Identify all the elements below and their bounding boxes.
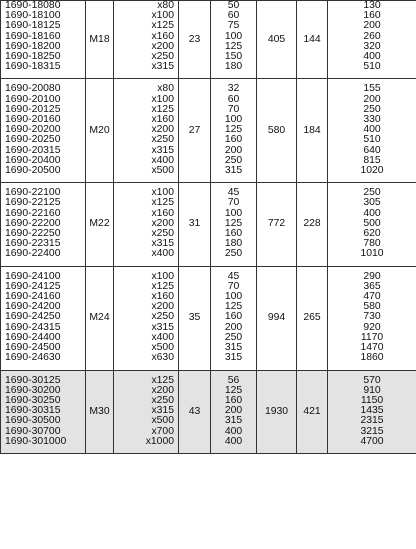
article-code-cell-value: 1690-20100 <box>5 93 61 105</box>
dimension-l-cell-value: 125 <box>224 124 243 136</box>
length-cell-value: x250 <box>151 311 174 323</box>
weight-cell-value: 500 <box>363 217 381 229</box>
dimension-l-cell-value: 60 <box>227 10 240 22</box>
article-code-cell <box>1 79 86 183</box>
length-cell-value: x80 <box>157 0 174 11</box>
article-code-cell-value: 1690-18100 <box>5 10 61 22</box>
length-cell-value: x100 <box>151 187 174 199</box>
dimension-l-cell-value: 125 <box>224 301 243 313</box>
length-cell-value: x100 <box>151 93 174 105</box>
table-row <box>1 1 416 79</box>
dimension-l-cell-value: 315 <box>224 415 243 427</box>
dimension-l-cell-value: 70 <box>227 197 240 209</box>
table-row <box>1 370 416 453</box>
length-cell-value: x125 <box>151 197 174 209</box>
length-cell-value: x200 <box>151 124 174 136</box>
dimension-l-cell <box>211 370 257 453</box>
weight-cell <box>328 183 416 266</box>
article-code-cell <box>1 266 86 370</box>
article-code-cell-value: 1690-20125 <box>5 103 61 115</box>
weight-cell-value: 260 <box>363 30 381 42</box>
dimension-l-cell-value: 200 <box>224 144 243 156</box>
length-cell-value: x315 <box>151 321 174 333</box>
article-code-cell-value: 1690-301000 <box>5 435 67 447</box>
length-cell-value: x500 <box>151 342 174 354</box>
length-cell-value: x200 <box>151 384 174 396</box>
dimension-l-cell-value: 100 <box>224 30 243 42</box>
weight-cell-value: 4700 <box>360 435 384 447</box>
dimension-d-cell: 994 <box>257 266 297 370</box>
weight-cell-value: 620 <box>363 228 381 240</box>
dimension-c-cell: 31 <box>179 183 211 266</box>
dimension-l-cell-value: 400 <box>224 435 243 447</box>
length-cell-value: x250 <box>151 51 174 63</box>
length-cell <box>114 370 179 453</box>
article-code-cell-value: 1690-24500 <box>5 342 61 354</box>
dimension-l-cell-value: 160 <box>224 228 243 240</box>
length-cell-value: x200 <box>151 217 174 229</box>
weight-cell-value: 365 <box>363 280 381 292</box>
weight-cell-value: 640 <box>363 144 381 156</box>
article-code-cell-value: 1690-20500 <box>5 165 61 177</box>
dimension-l-cell-value: 56 <box>227 374 240 386</box>
weight-cell-value: 2315 <box>360 415 384 427</box>
dimension-l-cell-value: 180 <box>224 238 243 250</box>
length-cell-value: x315 <box>151 144 174 156</box>
article-code-cell <box>1 1 86 79</box>
weight-cell-value: 1150 <box>360 394 384 406</box>
length-cell-value: x125 <box>151 374 174 386</box>
dimension-l-cell-value: 150 <box>224 51 243 63</box>
length-cell-value: x400 <box>151 154 174 166</box>
length-cell <box>114 79 179 183</box>
article-code-cell-value: 1690-18160 <box>5 30 61 42</box>
dimension-l-cell-value: 45 <box>227 270 240 282</box>
length-cell-value: x100 <box>151 10 174 22</box>
length-cell-value: x700 <box>151 425 174 437</box>
dimension-c-cell: 23 <box>179 1 211 79</box>
article-code-cell-value: 1690-22125 <box>5 197 61 209</box>
weight-cell-value: 290 <box>363 270 381 282</box>
weight-cell-value: 320 <box>363 40 381 52</box>
length-cell <box>114 266 179 370</box>
weight-cell-value: 200 <box>363 20 381 32</box>
article-code-cell-value: 1690-24100 <box>5 270 61 282</box>
thread-size-cell: M22 <box>86 183 114 266</box>
weight-cell-value: 910 <box>363 384 381 396</box>
length-cell-value: x200 <box>151 40 174 52</box>
article-code-cell-value: 1690-30250 <box>5 394 61 406</box>
length-cell-value: x125 <box>151 103 174 115</box>
dimension-l-cell-value: 100 <box>224 114 243 126</box>
length-cell-value: x200 <box>151 301 174 313</box>
dimension-e-cell: 421 <box>297 370 328 453</box>
dimension-l-cell-value: 100 <box>224 291 243 303</box>
article-code-cell-value: 1690-18080 <box>5 0 61 11</box>
dimension-l-cell-value: 315 <box>224 342 243 354</box>
weight-cell-value: 1170 <box>360 331 384 343</box>
article-code-cell-value: 1690-22315 <box>5 238 61 250</box>
length-cell-value: x125 <box>151 280 174 292</box>
weight-cell-value: 1010 <box>360 248 384 260</box>
weight-cell-value: 400 <box>363 207 381 219</box>
article-code-cell-value: 1690-22400 <box>5 248 61 260</box>
dimension-l-cell-value: 160 <box>224 134 243 146</box>
weight-cell <box>328 1 416 79</box>
table-row <box>1 79 416 183</box>
article-code-cell-value: 1690-20315 <box>5 144 61 156</box>
dimension-l-cell-value: 200 <box>224 405 243 417</box>
size-group-4 <box>1 370 416 453</box>
article-code-cell-value: 1690-20160 <box>5 114 61 126</box>
thread-size-cell: M24 <box>86 266 114 370</box>
length-cell-value: x315 <box>151 238 174 250</box>
article-code-cell-value: 1690-30200 <box>5 384 61 396</box>
article-code-cell <box>1 370 86 453</box>
dimension-l-cell-value: 32 <box>227 83 240 95</box>
weight-cell-value: 305 <box>363 197 381 209</box>
dimension-l-cell-value: 180 <box>224 61 243 73</box>
dimension-l-cell <box>211 1 257 79</box>
dimension-d-cell: 580 <box>257 79 297 183</box>
dimension-e-cell: 144 <box>297 1 328 79</box>
dimension-l-cell-value: 50 <box>227 0 240 11</box>
length-cell-value: x250 <box>151 134 174 146</box>
dimension-d-cell: 772 <box>257 183 297 266</box>
article-code-cell-value: 1690-20080 <box>5 83 61 95</box>
weight-cell-value: 1860 <box>360 352 384 364</box>
weight-cell-value: 470 <box>363 291 381 303</box>
dimension-d-cell: 1930 <box>257 370 297 453</box>
article-code-cell-value: 1690-22100 <box>5 187 61 199</box>
weight-cell-value: 815 <box>363 154 381 166</box>
weight-cell-value: 730 <box>363 311 381 323</box>
article-code-cell-value: 1690-20400 <box>5 154 61 166</box>
dimension-e-cell: 265 <box>297 266 328 370</box>
article-code-cell-value: 1690-24315 <box>5 321 61 333</box>
thread-size-cell: M30 <box>86 370 114 453</box>
article-code-cell-value: 1690-24160 <box>5 291 61 303</box>
weight-cell-value: 1020 <box>360 165 384 177</box>
weight-cell-value: 570 <box>363 374 381 386</box>
weight-cell-value: 155 <box>363 83 381 95</box>
weight-cell-value: 1435 <box>360 405 384 417</box>
length-cell-value: x400 <box>151 331 174 343</box>
size-group-0 <box>1 1 416 79</box>
dimension-l-cell <box>211 79 257 183</box>
weight-cell-value: 510 <box>363 61 381 73</box>
article-code-cell-value: 1690-24400 <box>5 331 61 343</box>
dimension-l-cell-value: 315 <box>224 352 243 364</box>
weight-cell-value: 3215 <box>360 425 384 437</box>
length-cell-value: x250 <box>151 394 174 406</box>
weight-cell <box>328 79 416 183</box>
article-code-cell-value: 1690-18250 <box>5 51 61 63</box>
dimension-l-cell-value: 70 <box>227 280 240 292</box>
article-code-cell-value: 1690-22200 <box>5 217 61 229</box>
length-cell-value: x250 <box>151 228 174 240</box>
dimension-l-cell-value: 250 <box>224 154 243 166</box>
article-code-cell-value: 1690-24630 <box>5 352 61 364</box>
dimension-l-cell-value: 70 <box>227 103 240 115</box>
dimension-l-cell-value: 250 <box>224 248 243 260</box>
article-code-cell-value: 1690-18125 <box>5 20 61 32</box>
weight-cell <box>328 370 416 453</box>
weight-cell-value: 400 <box>363 124 381 136</box>
article-code-cell-value: 1690-22160 <box>5 207 61 219</box>
article-code-cell-value: 1690-20250 <box>5 134 61 146</box>
dimension-l-cell-value: 160 <box>224 311 243 323</box>
length-cell <box>114 1 179 79</box>
dimension-l-cell-value: 160 <box>224 394 243 406</box>
length-cell-value: x100 <box>151 270 174 282</box>
weight-cell-value: 330 <box>363 114 381 126</box>
thread-size-cell: M20 <box>86 79 114 183</box>
article-code-cell-value: 1690-30125 <box>5 374 61 386</box>
article-code-cell-value: 1690-30700 <box>5 425 61 437</box>
article-code-cell-value: 1690-24250 <box>5 311 61 323</box>
length-cell-value: x160 <box>151 114 174 126</box>
length-cell-value: x160 <box>151 30 174 42</box>
dimension-l-cell-value: 125 <box>224 384 243 396</box>
dimension-l-cell <box>211 266 257 370</box>
length-cell-value: x500 <box>151 415 174 427</box>
dimension-c-cell: 43 <box>179 370 211 453</box>
length-cell-value: x160 <box>151 291 174 303</box>
dimension-l-cell-value: 125 <box>224 40 243 52</box>
weight-cell-value: 780 <box>363 238 381 250</box>
weight-cell <box>328 266 416 370</box>
thread-size-cell: M18 <box>86 1 114 79</box>
article-code-cell-value: 1690-24200 <box>5 301 61 313</box>
weight-cell-value: 130 <box>363 0 381 11</box>
dimension-l-cell-value: 400 <box>224 425 243 437</box>
length-cell-value: x1000 <box>145 435 174 447</box>
length-cell-value: x80 <box>157 83 174 95</box>
dimension-l-cell-value: 315 <box>224 165 243 177</box>
dimension-l-cell <box>211 183 257 266</box>
length-cell <box>114 183 179 266</box>
length-cell-value: x630 <box>151 352 174 364</box>
length-cell-value: x400 <box>151 248 174 260</box>
length-cell-value: x125 <box>151 20 174 32</box>
dimension-l-cell-value: 75 <box>227 20 240 32</box>
length-cell-value: x160 <box>151 207 174 219</box>
size-group-3 <box>1 266 416 370</box>
dimension-l-cell-value: 200 <box>224 321 243 333</box>
dimension-e-cell: 184 <box>297 79 328 183</box>
article-code-cell-value: 1690-24125 <box>5 280 61 292</box>
weight-cell-value: 1470 <box>360 342 384 354</box>
length-cell-value: x500 <box>151 165 174 177</box>
dimension-l-cell-value: 250 <box>224 331 243 343</box>
dimension-d-cell: 405 <box>257 1 297 79</box>
article-code-cell-value: 1690-22250 <box>5 228 61 240</box>
weight-cell-value: 250 <box>363 187 381 199</box>
article-code-cell-value: 1690-30315 <box>5 405 61 417</box>
dimension-l-cell-value: 100 <box>224 207 243 219</box>
size-group-2 <box>1 183 416 266</box>
weight-cell-value: 200 <box>363 93 381 105</box>
weight-cell-value: 250 <box>363 103 381 115</box>
size-group-1 <box>1 79 416 183</box>
table-row <box>1 266 416 370</box>
weight-cell-value: 580 <box>363 301 381 313</box>
article-code-cell-value: 1690-30500 <box>5 415 61 427</box>
article-code-cell-value: 1690-18200 <box>5 40 61 52</box>
weight-cell-value: 510 <box>363 134 381 146</box>
article-code-cell-value: 1690-18315 <box>5 61 61 73</box>
length-cell-value: x315 <box>151 61 174 73</box>
table-row <box>1 183 416 266</box>
dimension-l-cell-value: 60 <box>227 93 240 105</box>
dimension-e-cell: 228 <box>297 183 328 266</box>
dimension-l-cell-value: 125 <box>224 217 243 229</box>
weight-cell-value: 160 <box>363 10 381 22</box>
article-code-cell-value: 1690-20200 <box>5 124 61 136</box>
dimension-c-cell: 35 <box>179 266 211 370</box>
length-cell-value: x315 <box>151 405 174 417</box>
weight-cell-value: 400 <box>363 51 381 63</box>
article-code-cell <box>1 183 86 266</box>
weight-cell-value: 920 <box>363 321 381 333</box>
dimension-c-cell: 27 <box>179 79 211 183</box>
dimension-l-cell-value: 45 <box>227 187 240 199</box>
